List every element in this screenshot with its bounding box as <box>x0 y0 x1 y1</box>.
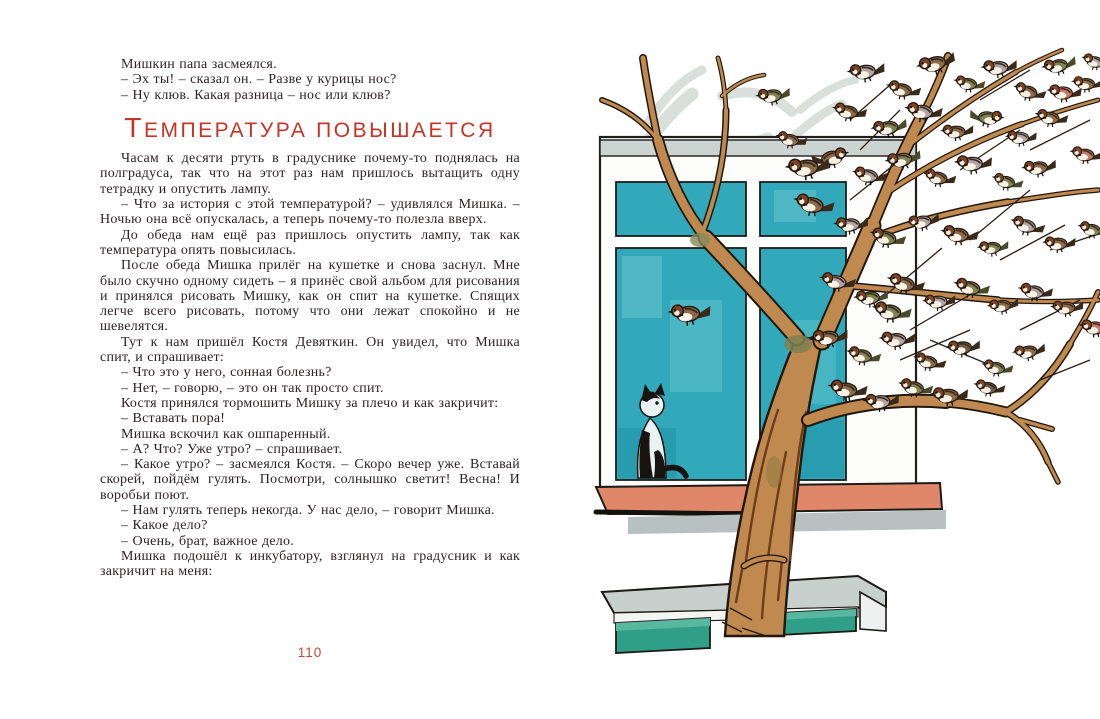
paragraph: – Ну клюв. Какая разница – нос или клюв? <box>121 87 391 103</box>
paragraph: Мишка подошёл к инкубатору, взглянул на градусник и как закричит на меня: <box>100 548 520 580</box>
paragraph: Тут к нам пришёл Костя Девяткин. Он увидел, что Мишка спит, и спрашивает: <box>100 334 520 366</box>
window-top-band <box>600 140 916 156</box>
paragraph: Костя принялся тормошить Мишку за плечо и как закричит: <box>121 395 499 411</box>
paragraph: Мишка вскочил как ошпаренный. <box>121 426 331 442</box>
paragraph: До обеда нам ещё раз пришлось опустить лампу, так как температура опять повысилась. <box>100 227 520 258</box>
paragraph: – Нет, – говорю, – это он так просто спит. <box>121 380 384 396</box>
paragraph: После обеда Мишка прилёг на кушетке и снова заснул. Мне было скучно одному сидеть – я принёс свой альбом для рисования и принялся рисовать Мишку, как он спит на кушетке. Спящих легче всего рисовать, потому что они лежат спокойно и не шевелятся. <box>100 258 520 335</box>
cat-eye <box>655 401 658 404</box>
paragraph: – Нам гулять теперь некогда. У нас дело, – говорит Мишка. <box>121 503 495 519</box>
paragraph: – Вставать пора! <box>121 411 226 427</box>
paragraph: – Что за история с этой температурой? – удивлялся Мишка. – Ночью она всё опускалась, а теперь почему-то полезла вверх. <box>100 197 520 228</box>
paragraph: – Какое утро? – засмеялся Костя. – Скоро вечер уже. Вставай скорей, пойдём гулять. Посмотри, солнышко светит! Весна! И воробьи поют. <box>100 457 520 503</box>
chapter-heading: ТЕМПЕРАТУРА ПОВЫШАЕТСЯ <box>124 111 496 143</box>
text-column <box>100 57 520 580</box>
paragraph: Часам к десяти ртуть в градуснике почему-то поднялась на полградуса, так что на этот раз нам пришлось вытащить одну тетрадку и опустить лампу. <box>100 151 520 197</box>
paragraph: – Эх ты! – сказал он. – Разве у курицы нос? <box>121 72 397 88</box>
paragraph: – Что это у него, сонная болезнь? <box>121 365 332 381</box>
paragraph: – А? Что? Уже утро? – спрашивает. <box>121 441 343 457</box>
paragraph: Мишкин папа засмеялся. <box>121 57 277 72</box>
paragraph: – Очень, брат, важное дело. <box>121 533 295 549</box>
paragraph: – Какое дело? <box>121 518 208 534</box>
page-number: 110 <box>297 645 323 660</box>
illustration-sparrows-tree-window <box>550 0 1100 719</box>
